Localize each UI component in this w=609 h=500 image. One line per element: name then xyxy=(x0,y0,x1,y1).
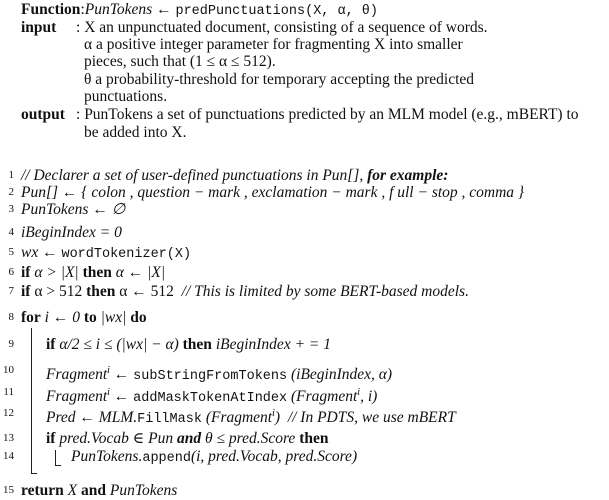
line-number: 1 xyxy=(8,169,14,181)
algo-line-10: Fragment$^i$ ← subStringFromTokens (iBeginIndex, α) xyxy=(46,365,393,384)
line-number: 8 xyxy=(8,311,14,323)
if-block-bracket-foot xyxy=(55,465,61,466)
for-block-bracket xyxy=(31,328,32,473)
algo-line-11: Fragment$^i$ ← addMaskTokenAtIndex (Fragment$^i$, i) xyxy=(46,387,378,406)
line-number: 13 xyxy=(3,432,14,444)
input-line-2: pieces, such that (1 ≤ α ≤ 512). xyxy=(84,53,276,70)
line-number: 7 xyxy=(8,285,14,297)
algo-line-3: PunTokens ← ∅ xyxy=(21,201,126,218)
input-line-4: punctuations. xyxy=(84,88,168,105)
algo-line-6: if α > |X| then α ← |X| xyxy=(21,264,166,281)
function-call: FillMask xyxy=(137,412,202,427)
algo-line-12: Pred ← MLM.FillMask (Fragment$^i$) // In PDTS, we use mBERT xyxy=(46,408,456,427)
function-signature: Function:PunTokens ← predPunctuations(X, α, θ) xyxy=(21,1,379,19)
if-block-bracket xyxy=(55,450,56,465)
line-number: 14 xyxy=(3,450,14,462)
algo-line-4: iBeginIndex = 0 xyxy=(21,224,122,241)
assign-arrow: ← xyxy=(156,1,172,18)
for-block-bracket-foot xyxy=(31,473,37,474)
input-line-3: θ a probability-threshold for temporary accepting the predicted xyxy=(84,71,475,88)
function-call: subStringFromTokens xyxy=(133,369,288,384)
function-return-var: PunTokens xyxy=(84,1,153,18)
function-call: wordTokenizer xyxy=(61,247,167,262)
line-number: 4 xyxy=(8,226,14,238)
line-number: 3 xyxy=(8,203,14,215)
algo-line-9: if α/2 ≤ i ≤ (|wx| − α) then iBeginIndex + = 1 xyxy=(46,336,331,353)
algo-line-15: return X and PunTokens xyxy=(21,482,178,499)
algo-line-7: if α > 512 then α ← 512 // This is limited by some BERT-based models. xyxy=(21,283,469,300)
line-number: 5 xyxy=(8,246,14,258)
comment-bold: for example: xyxy=(367,167,449,184)
line-number: 2 xyxy=(8,186,14,198)
function-label: Function xyxy=(21,1,81,18)
function-args: (X, α, θ) xyxy=(305,4,379,19)
function-call: append xyxy=(142,451,191,466)
algo-line-13: if pred.Vocab ∈ Pun and θ ≤ pred.Score then xyxy=(46,430,329,447)
line-number: 9 xyxy=(8,338,14,350)
function-name: predPunctuations xyxy=(175,4,306,19)
output-label: output xyxy=(21,106,65,123)
output-line-0: : PunTokens a set of punctuations predicted by an MLM model (e.g., mBERT) to xyxy=(76,106,579,123)
line-number: 10 xyxy=(3,364,14,376)
line-number: 15 xyxy=(3,484,14,496)
comment: // This is limited by some BERT-based models. xyxy=(181,283,469,300)
input-line-0: : X an unpunctuated document, consisting of a sequence of words. xyxy=(76,19,488,36)
function-call: addMaskTokenAtIndex xyxy=(133,391,288,406)
algo-line-8: for i ← 0 to |wx| do xyxy=(21,309,147,326)
input-line-1: α a positive integer parameter for fragmenting X into smaller xyxy=(84,36,463,53)
line-number: 11 xyxy=(3,386,14,398)
input-label: input xyxy=(21,19,57,36)
algo-line-1 xyxy=(21,167,448,185)
algo-line-14: PunTokens.append(i, pred.Vocab, pred.Score) xyxy=(71,448,358,466)
algo-line-2: Pun[] ← { colon , question − mark , exclamation − mark , f ull − stop , comma } xyxy=(21,184,525,201)
comment: // In PDTS, we use mBERT xyxy=(287,409,456,426)
line-number: 12 xyxy=(3,407,14,419)
comment: // Declarer a set of user-defined punctuations in Pun[], xyxy=(21,167,368,184)
output-line-1: be added into X. xyxy=(84,124,187,141)
algo-line-5: wx ← wordTokenizer(X) xyxy=(21,244,192,262)
line-number: 6 xyxy=(8,266,14,278)
